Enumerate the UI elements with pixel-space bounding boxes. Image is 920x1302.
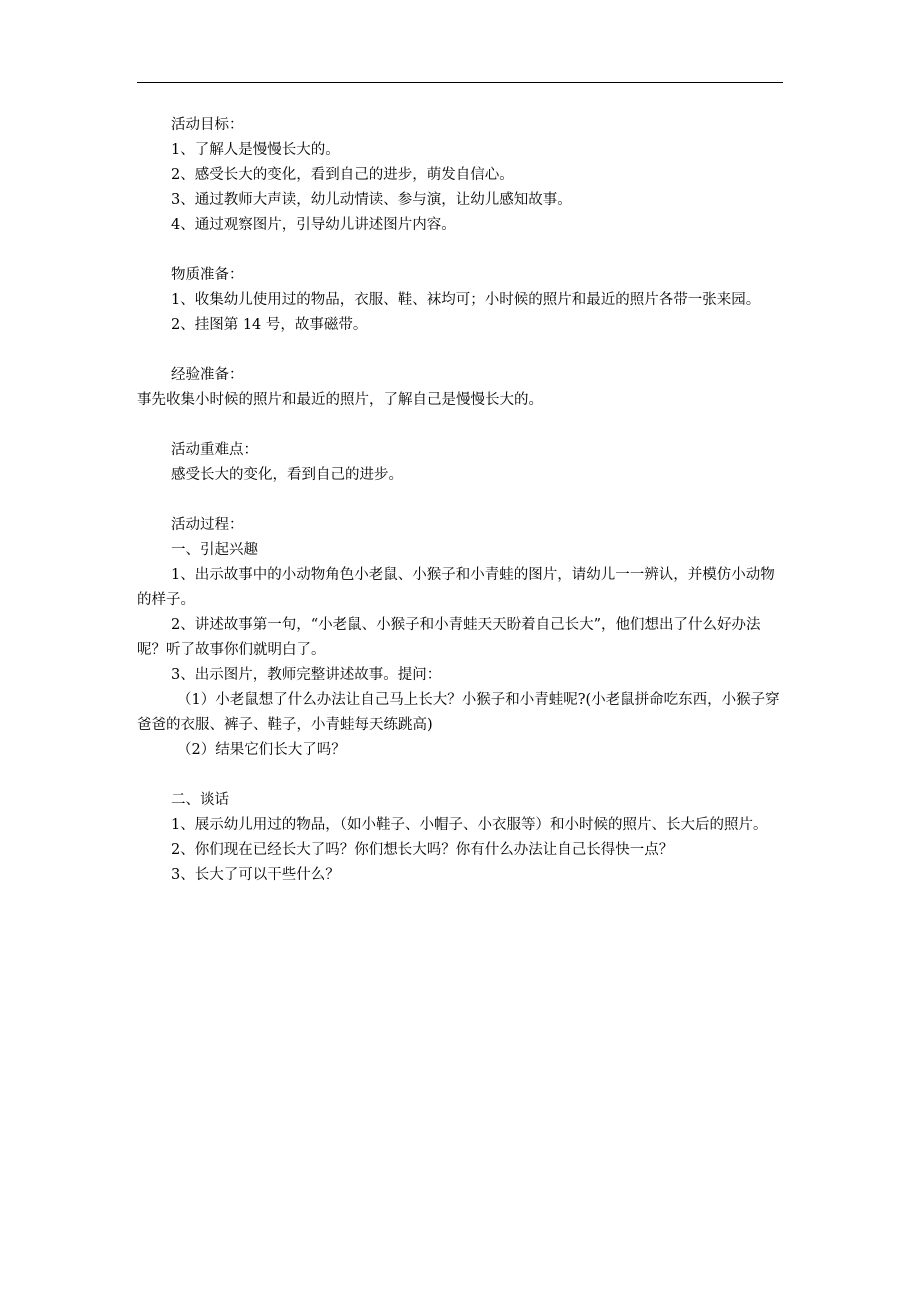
process-part2-title: 二、谈话 (171, 792, 229, 808)
key-points-heading: 活动重难点： (171, 442, 258, 458)
process-part1-question-1: （1）小老鼠想了什么办法让自己马上长大？小猴子和小青蛙呢?(小老鼠拼命吃东西，小猴子穿爸爸的衣服、裤子、鞋子，小青蛙每天练跳高) (137, 692, 780, 733)
material-item-1: 1、收集幼儿使用过的物品，衣服、鞋、袜均可；小时候的照片和最近的照片各带一张来园。 (171, 292, 761, 308)
process-part1-question-2: （2）结果它们长大了吗？ (177, 742, 346, 758)
process-part2-item-2: 2、你们现在已经长大了吗？你们想长大吗？你有什么办法让自己长得快一点？ (171, 842, 674, 858)
process-part1-item-2: 2、讲述故事第一句，“小老鼠、小猴子和小青蛙天天盼着自己长大”，他们想出了什么好办法呢？听了故事你们就明白了。 (137, 617, 761, 658)
process-heading: 活动过程： (171, 517, 244, 533)
goal-item-3: 3、通过教师大声读，幼儿动情读、参与演，让幼儿感知故事。 (171, 192, 572, 208)
goal-item-2: 2、感受长大的变化，看到自己的进步，萌发自信心。 (171, 167, 514, 183)
key-points-text: 感受长大的变化，看到自己的进步。 (171, 467, 403, 483)
goal-item-1: 1、了解人是慢慢长大的。 (171, 142, 340, 158)
process-part2-item-1: 1、展示幼儿用过的物品，（如小鞋子、小帽子、小衣服等）和小时候的照片、长大后的照片。 (171, 817, 768, 833)
process-part1-item-1: 1、出示故事中的小动物角色小老鼠、小猴子和小青蛙的图片，请幼儿一一辨认，并模仿小动物的样子。 (137, 567, 775, 608)
experience-heading: 经验准备： (171, 367, 244, 383)
header-rule (137, 82, 783, 83)
document-body (137, 113, 787, 888)
goal-item-4: 4、通过观察图片，引导幼儿讲述图片内容。 (171, 217, 456, 233)
goals-heading: 活动目标： (171, 117, 244, 133)
process-part1-title: 一、引起兴趣 (171, 542, 258, 558)
material-item-2: 2、挂图第 14 号，故事磁带。 (171, 317, 368, 333)
materials-heading: 物质准备： (171, 267, 244, 283)
experience-text: 事先收集小时候的照片和最近的照片，了解自己是慢慢长大的。 (137, 392, 543, 408)
process-part2-item-3: 3、长大了可以干些什么？ (171, 867, 340, 883)
process-part1-item-3: 3、出示图片，教师完整讲述故事。提问： (171, 667, 442, 683)
